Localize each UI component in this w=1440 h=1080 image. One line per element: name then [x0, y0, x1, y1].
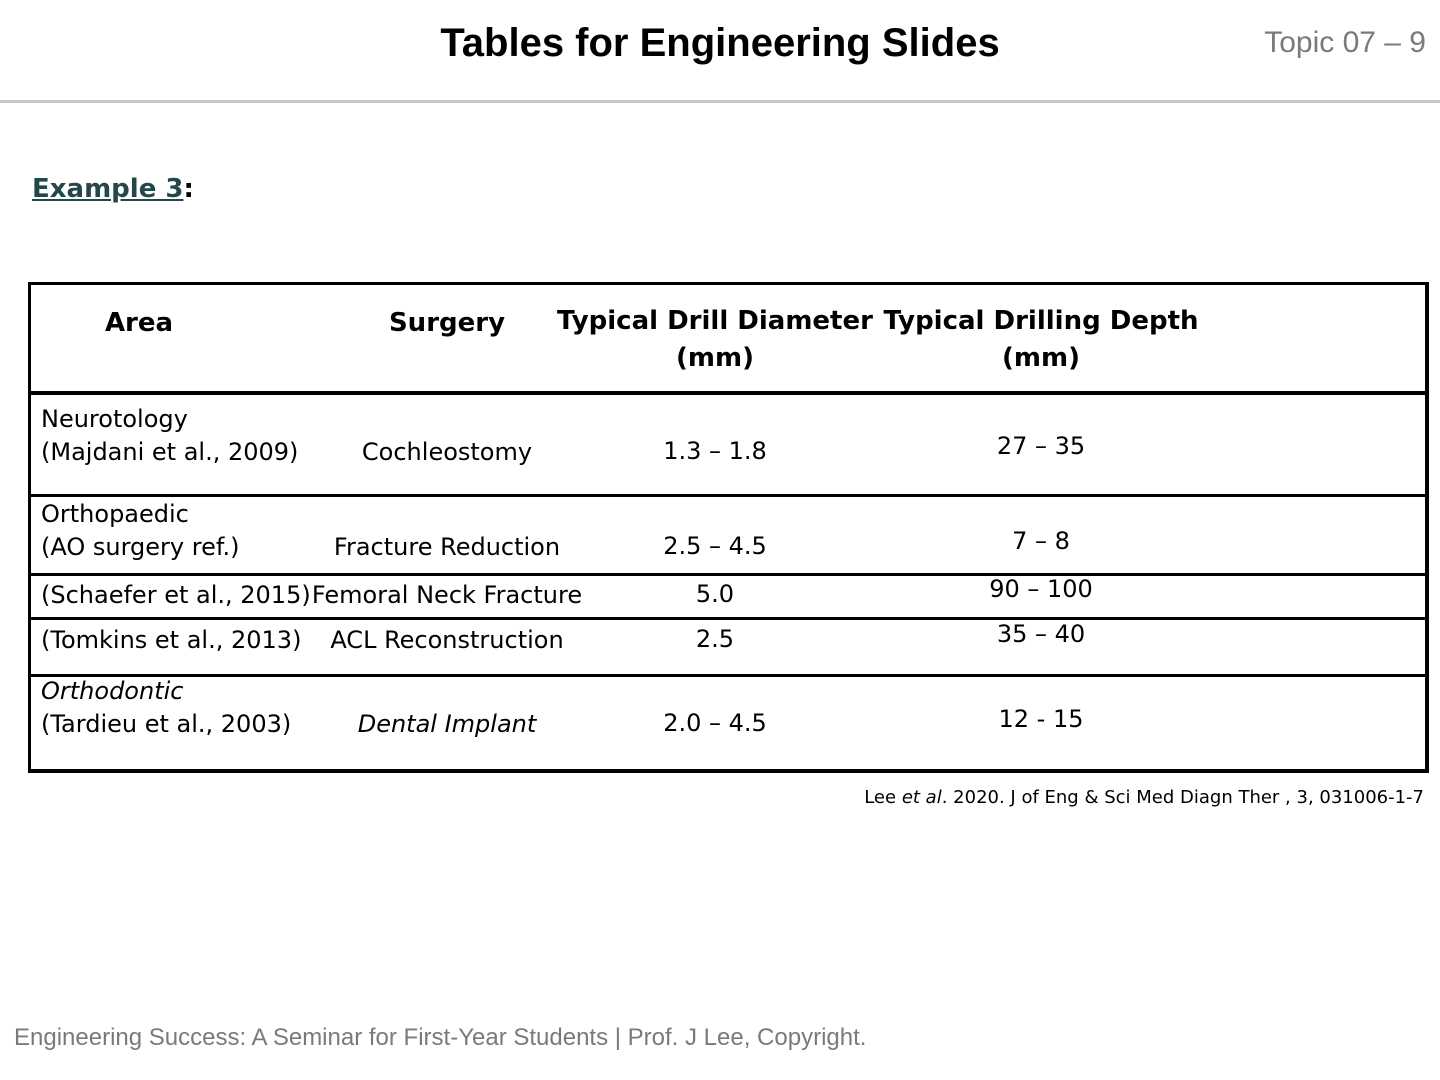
area-name: Neurotology — [41, 405, 188, 433]
area-reference: (AO surgery ref.) — [41, 533, 240, 561]
diameter-cell: 2.5 – 4.5 — [663, 532, 767, 560]
surgery-cell: ACL Reconstruction — [330, 626, 564, 654]
surgery-cell: Fracture Reduction — [333, 533, 561, 561]
diameter-cell: 5.0 — [695, 580, 735, 608]
surgery-cell: Dental Implant — [357, 710, 537, 738]
drill-table — [28, 282, 1429, 773]
area-name: Orthopaedic — [41, 500, 189, 528]
column-header-diameter: Typical Drill Diameter (mm) — [557, 306, 873, 373]
depth-cell: 90 – 100 — [989, 575, 1093, 603]
column-header-depth: Typical Drilling Depth (mm) — [883, 306, 1199, 373]
diameter-cell: 2.0 – 4.5 — [663, 709, 767, 737]
area-reference: (Majdani et al., 2009) — [41, 438, 299, 466]
slide-footer: Engineering Success: A Seminar for First-Year Students | Prof. J Lee, Copyright. — [14, 1024, 867, 1051]
depth-cell: 7 – 8 — [1012, 527, 1070, 555]
table-row — [31, 576, 1425, 620]
table-header-row — [31, 285, 1425, 395]
depth-cell: 12 - 15 — [998, 705, 1084, 733]
area-cell — [41, 403, 311, 469]
column-header-area: Area — [104, 308, 174, 338]
area-reference: (Tardieu et al., 2003) — [41, 710, 292, 738]
example-label: Example 3 — [32, 174, 184, 204]
area-cell — [41, 498, 311, 564]
citation-author: Lee — [864, 787, 897, 808]
depth-cell: 35 – 40 — [996, 620, 1086, 648]
table-row — [31, 395, 1425, 497]
title-divider — [0, 100, 1440, 103]
column-header-surgery: Surgery — [388, 308, 506, 338]
area-cell — [41, 675, 311, 741]
citation-source: . 2020. J of Eng & Sci Med Diagn Ther , 3, 031006-1-7 — [941, 787, 1424, 808]
example-heading — [32, 174, 194, 204]
topic-number: Topic 07 – 9 — [1264, 26, 1426, 59]
table-row — [31, 620, 1425, 677]
area-reference: (Schaefer et al., 2015) — [41, 581, 311, 609]
surgery-cell: Femoral Neck Fracture — [311, 581, 583, 609]
depth-cell: 27 – 35 — [996, 432, 1086, 460]
diameter-cell: 1.3 – 1.8 — [663, 437, 767, 465]
citation — [864, 786, 1424, 810]
area-reference: (Tomkins et al., 2013) — [41, 626, 302, 654]
diameter-cell: 2.5 — [695, 625, 735, 653]
table-row — [31, 677, 1425, 769]
table-row — [31, 497, 1425, 576]
surgery-cell: Cochleostomy — [361, 438, 533, 466]
citation-etal: et al — [901, 787, 942, 808]
slide-title: Tables for Engineering Slides — [440, 21, 1000, 65]
example-colon: : — [183, 174, 194, 204]
area-name: Orthodontic — [41, 677, 184, 705]
